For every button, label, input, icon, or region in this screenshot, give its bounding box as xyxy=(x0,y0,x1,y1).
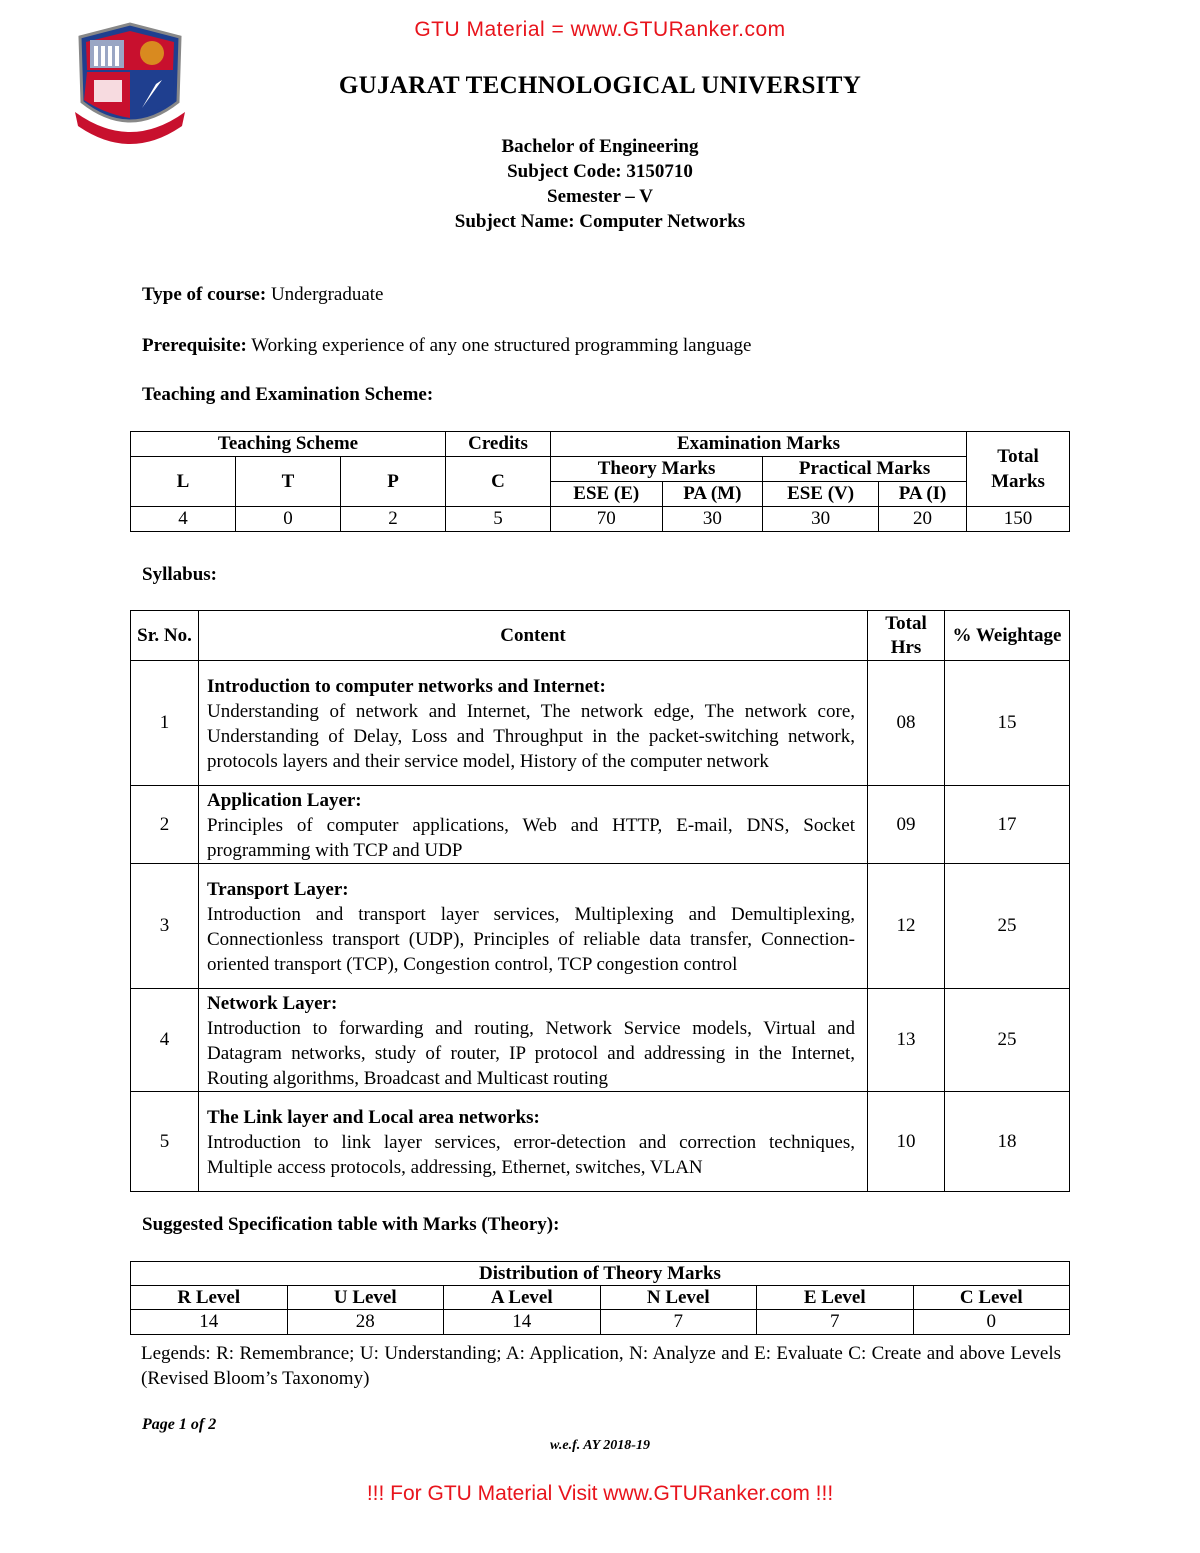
sr-cell: 5 xyxy=(131,1092,199,1192)
teaching-exam-scheme-table xyxy=(130,431,1070,532)
prerequisite xyxy=(142,335,751,357)
course-type-label: Type of course: xyxy=(142,284,267,305)
hrs-cell: 10 xyxy=(868,1092,945,1192)
page-number: Page 1 of 2 xyxy=(142,1416,217,1433)
content-cell xyxy=(199,989,868,1092)
weightage-header: % Weightage xyxy=(945,611,1070,661)
prerequisite-label: Prerequisite: xyxy=(142,335,247,356)
unit-title: Application Layer: xyxy=(207,790,362,811)
sr-cell: 2 xyxy=(131,786,199,864)
table-cell: 14 xyxy=(131,1310,288,1335)
theory-marks-header: Theory Marks xyxy=(551,457,763,482)
spec-heading: Suggested Specification table with Marks (Theory): xyxy=(142,1214,560,1235)
prerequisite-value: Working experience of any one structured programming language xyxy=(246,335,752,356)
weight-cell: 18 xyxy=(945,1092,1070,1192)
table-row xyxy=(131,989,1070,1092)
u-level-header: U Level xyxy=(287,1286,444,1310)
table-cell: 7 xyxy=(757,1310,914,1335)
scheme-heading: Teaching and Examination Scheme: xyxy=(142,384,434,405)
unit-body: Introduction to link layer services, error-detection and correction techniques, Multiple access protocols, addressing, Ethernet, switches, VLAN xyxy=(207,1132,855,1178)
distribution-values-row xyxy=(131,1310,1070,1335)
unit-title: Introduction to computer networks and Internet: xyxy=(207,676,606,697)
table-cell: 30 xyxy=(763,507,879,532)
table-cell: 28 xyxy=(287,1310,444,1335)
hrs-cell: 09 xyxy=(868,786,945,864)
hrs-cell: 08 xyxy=(868,661,945,786)
l-header: L xyxy=(131,457,236,507)
c-header: C xyxy=(446,457,551,507)
syllabus-table xyxy=(130,610,1070,1192)
weight-cell: 17 xyxy=(945,786,1070,864)
sr-cell: 4 xyxy=(131,989,199,1092)
watermark-bottom-link[interactable]: !!! For GTU Material Visit www.GTURanker.com !!! xyxy=(366,1482,834,1505)
unit-body: Understanding of network and Internet, The network edge, The network core, Understanding of Delay, Loss and Throughput in the packet-switching network, protocols layers and their service model, History of the computer network xyxy=(207,701,855,772)
content-cell xyxy=(199,786,868,864)
c-level-header: C Level xyxy=(913,1286,1070,1310)
table-cell: 5 xyxy=(446,507,551,532)
university-title: GUJARAT TECHNOLOGICAL UNIVERSITY xyxy=(338,72,862,99)
table-cell: 70 xyxy=(551,507,663,532)
unit-title: The Link layer and Local area networks: xyxy=(207,1107,540,1128)
theory-marks-distribution-table xyxy=(130,1261,1070,1335)
unit-title: Transport Layer: xyxy=(207,879,349,900)
weight-cell: 25 xyxy=(945,864,1070,989)
sr-cell: 1 xyxy=(131,661,199,786)
table-cell: 0 xyxy=(236,507,341,532)
r-level-header: R Level xyxy=(131,1286,288,1310)
content-header: Content xyxy=(199,611,868,661)
watermark-top-link[interactable]: GTU Material = www.GTURanker.com xyxy=(414,18,786,41)
table-cell: 7 xyxy=(600,1310,757,1335)
table-cell: 30 xyxy=(662,507,763,532)
ese-v-header: ESE (V) xyxy=(763,482,879,507)
pa-i-header: PA (I) xyxy=(879,482,967,507)
p-header: P xyxy=(341,457,446,507)
table-cell: 150 xyxy=(967,507,1070,532)
table-cell: 4 xyxy=(131,507,236,532)
hrs-cell: 12 xyxy=(868,864,945,989)
total-marks-header: Total Marks xyxy=(967,432,1070,507)
table-row xyxy=(131,864,1070,989)
syllabus-heading: Syllabus: xyxy=(142,564,217,585)
unit-body: Introduction to forwarding and routing, Network Service models, Virtual and Datagram networks, study of router, IP protocol and addressing in the Internet, Routing algorithms, Broadcast and Multicast routing xyxy=(207,1018,855,1089)
sr-no-header: Sr. No. xyxy=(131,611,199,661)
a-level-header: A Level xyxy=(444,1286,601,1310)
total-hrs-header: Total Hrs xyxy=(868,611,945,661)
credits-header: Credits xyxy=(446,432,551,457)
content-cell xyxy=(199,1092,868,1192)
pa-m-header: PA (M) xyxy=(662,482,763,507)
content-cell xyxy=(199,661,868,786)
table-row xyxy=(131,786,1070,864)
exam-marks-header: Examination Marks xyxy=(551,432,967,457)
wef-note: w.e.f. AY 2018-19 xyxy=(550,1438,650,1453)
hrs-cell: 13 xyxy=(868,989,945,1092)
t-header: T xyxy=(236,457,341,507)
practical-marks-header: Practical Marks xyxy=(763,457,967,482)
n-level-header: N Level xyxy=(600,1286,757,1310)
scheme-values-row xyxy=(131,507,1070,532)
table-row xyxy=(131,661,1070,786)
table-row xyxy=(131,1092,1070,1192)
teaching-scheme-header: Teaching Scheme xyxy=(131,432,446,457)
subject-header xyxy=(0,134,1200,234)
degree: Bachelor of Engineering xyxy=(501,136,699,157)
table-cell: 20 xyxy=(879,507,967,532)
content-cell xyxy=(199,864,868,989)
semester: Semester – V xyxy=(547,186,653,207)
subject-code: Subject Code: 3150710 xyxy=(507,161,693,182)
table-cell: 2 xyxy=(341,507,446,532)
legend-text: Legends: R: Remembrance; U: Understanding; A: Application, N: Analyze and E: Evaluate C: Create and above Levels (Revised Bloom’s Taxonomy) xyxy=(141,1343,1061,1389)
table-cell: 14 xyxy=(444,1310,601,1335)
weight-cell: 15 xyxy=(945,661,1070,786)
sr-cell: 3 xyxy=(131,864,199,989)
unit-body: Introduction and transport layer services, Multiplexing and Demultiplexing, Connectionless transport (UDP), Principles of reliable data transfer, Connection-oriented transport (TCP), Congestion control, TCP congestion control xyxy=(207,904,855,975)
ese-e-header: ESE (E) xyxy=(551,482,663,507)
course-type-value: Undergraduate xyxy=(266,284,384,305)
e-level-header: E Level xyxy=(757,1286,914,1310)
unit-title: Network Layer: xyxy=(207,993,338,1014)
subject-name: Subject Name: Computer Networks xyxy=(454,211,746,232)
course-type xyxy=(142,284,383,306)
table-cell: 0 xyxy=(913,1310,1070,1335)
weight-cell: 25 xyxy=(945,989,1070,1092)
distribution-title: Distribution of Theory Marks xyxy=(131,1262,1070,1286)
unit-body: Principles of computer applications, Web and HTTP, E-mail, DNS, Socket programming with TCP and UDP xyxy=(207,815,855,861)
